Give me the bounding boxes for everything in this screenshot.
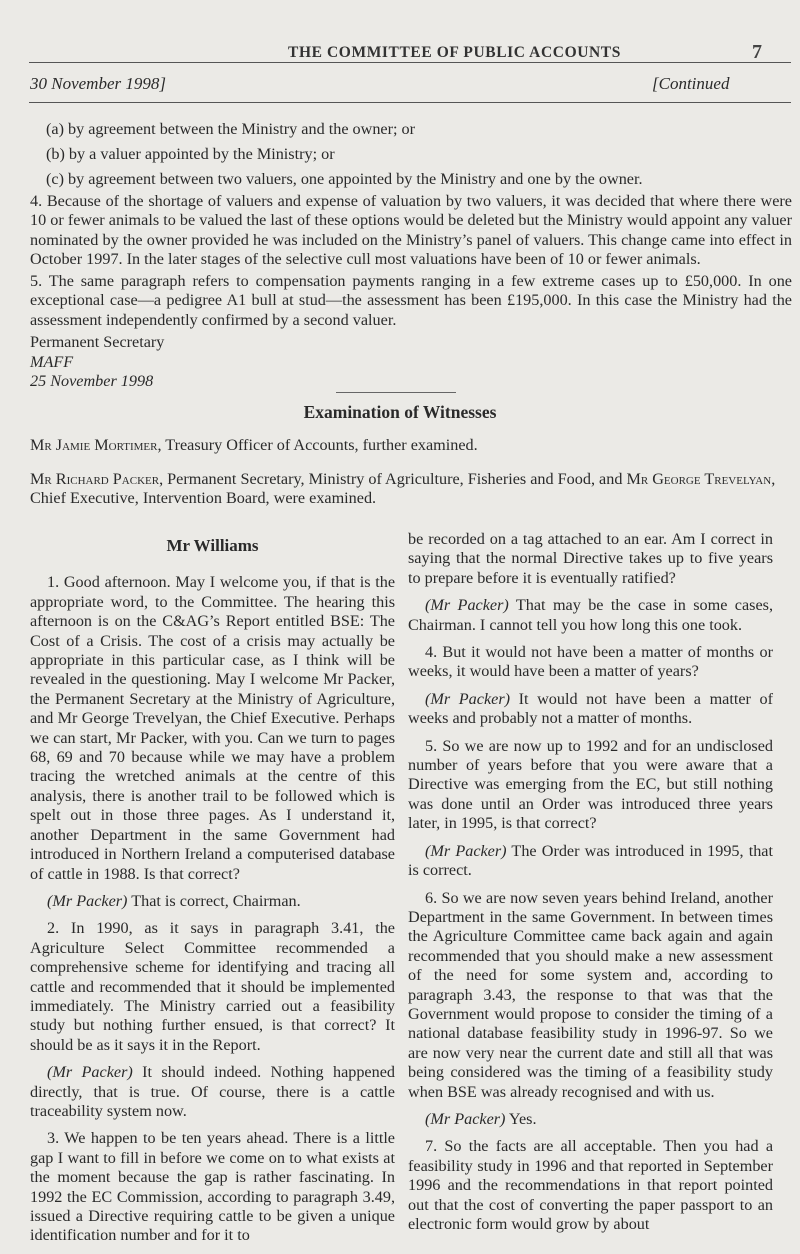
paragraph-4: 4. Because of the shortage of valuers and expense of valuation by two valuers, it was decided that where there were 10 or fewer animals to be valued the last of these options would be deleted but the Ministry would appoint any valuer nominated by the owner provided he was included on the Ministry’s panel of valuers. This change came into effect in October 1997. In the later stages of the selective cull most valuations have been of 10 or fewer animals. — [30, 192, 792, 269]
answer-2-speaker: (Mr Packer) — [47, 1063, 133, 1082]
witness-line-2 — [30, 470, 792, 509]
answer-6 — [408, 1110, 773, 1129]
continued-label: [Continued — [652, 74, 730, 93]
questioner-heading: Mr Williams — [166, 536, 259, 555]
list-item-c: (c) by agreement between two valuers, one appointed by the Ministry and one by the owner. — [46, 170, 643, 188]
witness-line-1 — [30, 436, 792, 455]
running-header-title: THE COMMITTEE OF PUBLIC ACCOUNTS — [288, 44, 621, 61]
answer-1-text: That is correct, Chairman. — [127, 891, 301, 910]
question-7: 7. So the facts are all acceptable. Then you had a feasibility study in 1996 and that reported in September 1996 and the recommendations in that report pointed out that the cost of converting the paper passport to an electronic form would grow by about — [408, 1137, 773, 1233]
witness-line-2-mid: , Permanent Secretary, Ministry of Agriculture, Fisheries and Food, and — [159, 470, 627, 488]
answer-1 — [30, 892, 395, 911]
header-rule-top — [29, 62, 791, 63]
witness-line-2-text: , Chief Executive, Intervention Board, were examined. — [30, 470, 776, 508]
answer-6-text: Yes. — [505, 1109, 537, 1128]
answer-4-text: It would not have been a matter of weeks and probably not a matter of months. — [408, 689, 774, 728]
answer-3 — [408, 596, 773, 635]
answer-5-text: The Order was introduced in 1995, that is correct. — [408, 841, 773, 880]
question-3-continued: be recorded on a tag attached to an ear. Am I correct in saying that the normal Directive takes up to five years to prepare before it is eventually ratified? — [408, 530, 773, 587]
witness-name-packer: Mr Richard Packer — [30, 470, 160, 488]
answer-3-text: That may be the case in some cases, Chairman. I cannot tell you how long this one took. — [408, 596, 773, 634]
answer-2-text: It should indeed. Nothing happened directly, that is true. Of course, there is a cattle traceability system now. — [30, 1063, 395, 1120]
signature-org: MAFF — [30, 353, 74, 371]
question-5: 5. So we are now up to 1992 and for an undisclosed number of years before that you were aware that a Directive was emerging from the EC, but still nothing was done until an Order was introduced three years later, in 1995, is that correct? — [408, 736, 773, 833]
witness-line-1-text: , Treasury Officer of Accounts, further examined. — [157, 436, 478, 454]
answer-5-speaker: (Mr Packer) — [425, 841, 507, 860]
witness-name-mortimer: Mr Jamie Mortimer — [30, 436, 158, 454]
session-date: 30 November 1998] — [30, 74, 166, 93]
witness-name-trevelyan: Mr George Trevelyan — [626, 470, 772, 488]
left-column — [30, 530, 395, 1254]
answer-3-speaker: (Mr Packer) — [425, 596, 509, 615]
question-6: 6. So we are now seven years behind Ireland, another Department in the same Government. In between times the Agriculture Committee came back again and again recommended that you should make a new assessment of the need for some system and, according to paragraph 3.43, the response to that was that the Government would propose to consider the timing of a national database feasibility study in 1996-97. So we are now very near the current date and still all that was being considered was the timing of a feasibility study when BSE was already recognised and with us. — [408, 888, 773, 1101]
answer-4-speaker: (Mr Packer) — [425, 689, 511, 708]
header-rule-bottom — [29, 102, 791, 103]
signature-role: Permanent Secretary — [30, 333, 165, 351]
answer-4 — [408, 690, 773, 729]
question-1: 1. Good afternoon. May I welcome you, if that is the appropriate word, to the Committee. The hearing this afternoon is on the C&AG’s Report entitled BSE: The Cost of a Crisis. The cost of a crisis may actually be appropriate in this particular case, as I think will be revealed in the questioning. May I welcome Mr Packer, the Permanent Secretary at the Ministry of Agriculture, and Mr George Trevelyan, the Chief Executive. Perhaps we can start, Mr Packer, with you. Can we turn to pages 68, 69 and 70 because while we may have a problem tracing the wretched animals at the centre of this analysis, there is another trail to be followed which is spelt out in those three pages. As I understand it, another Department in the same Government had introduced in Northern Ireland a computerised database of cattle in 1988. Is that correct? — [30, 573, 395, 883]
right-column — [408, 530, 773, 1242]
question-4: 4. But it would not have been a matter of months or weeks, it would have been a matter of years? — [408, 643, 773, 681]
question-3: 3. We happen to be ten years ahead. There is a little gap I want to fill in before we come on to what exists at the moment because the gap is rather fascinating. In 1992 the EC Commission, according to paragraph 3.49, issued a Directive requiring cattle to be given a unique identification number and for it to — [30, 1129, 395, 1245]
question-2: 2. In 1990, as it says in paragraph 3.41, the Agriculture Select Committee recommended a comprehensive scheme for identifying and tracing all cattle and recommended that it should be implemented immediately. The Ministry carried out a feasibility study but nothing further ensued, is that correct? It should be as it says it in the Report. — [30, 919, 395, 1054]
paragraph-5: 5. The same paragraph refers to compensation payments ranging in a few extreme cases up to £50,000. In one exceptional case—a pedigree A1 bull at stud—the assessment has been £195,000. In this case the Ministry had the assessment independently confirmed by a second valuer. — [30, 272, 792, 329]
answer-2 — [30, 1063, 395, 1121]
list-item-a: (a) by agreement between the Ministry and the owner; or — [46, 120, 416, 138]
section-divider — [336, 392, 456, 393]
signature-date: 25 November 1998 — [30, 372, 154, 390]
list-item-b: (b) by a valuer appointed by the Ministry; or — [46, 145, 335, 163]
page-number: 7 — [752, 41, 762, 63]
answer-1-speaker: (Mr Packer) — [47, 891, 128, 910]
examination-heading: Examination of Witnesses — [303, 402, 497, 422]
answer-6-speaker: (Mr Packer) — [425, 1109, 506, 1128]
answer-5 — [408, 842, 773, 881]
